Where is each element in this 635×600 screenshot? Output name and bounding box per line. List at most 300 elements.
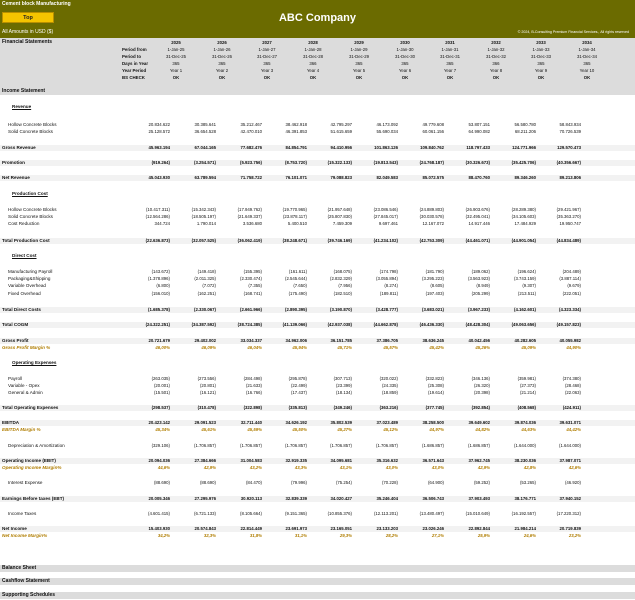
row-value: 46.391.853 [285,129,307,134]
row-value: 23,2% [568,533,581,538]
statement-row [0,345,635,351]
row-value: (27.845.017) [373,214,398,219]
statement-row [0,175,635,181]
row-value: 45,34% [155,427,170,432]
header-cell: OK [401,75,409,80]
row-value: 1.790.014 [196,221,216,226]
statement-row [0,390,635,396]
row-value: (149.418) [197,269,216,274]
row-value: (2.330.067) [194,307,216,312]
top-button[interactable]: Top [2,12,54,23]
row-value: (8.753.720) [285,160,307,165]
statement-row [0,511,635,517]
row-value: (284.498) [243,376,262,381]
row-value: 29.091.523 [194,420,216,425]
row-value: (5.923.756) [240,160,262,165]
row-value: (9.679) [567,283,581,288]
statement-row [0,276,635,282]
row-value: 60.061.156 [422,129,444,134]
row-value: (1.706.857) [194,443,216,448]
header-cell: Year 8 [489,68,503,73]
row-label: Gross Profit [2,338,29,343]
row-value: 36.151.785 [330,338,352,343]
statement-row [0,322,635,328]
statement-row [0,145,635,151]
row-value: (70.228) [381,480,398,485]
row-value: 23.133.203 [376,526,398,531]
row-value: 88.470.760 [468,175,490,180]
row-value: (273.556) [197,376,216,381]
row-value: (1.706.857) [330,443,352,448]
row-value: (3.428.777) [376,307,398,312]
row-value: 46,00% [155,345,170,350]
row-value: (1.706.857) [285,443,307,448]
row-value: 20.094.036 [148,458,170,463]
row-label: Total Production Cost [2,238,50,243]
row-value: (359.981) [517,376,536,381]
row-value: 45,42% [429,345,444,350]
row-value: (1.706.857) [240,443,262,448]
row-value: (10.855.376) [327,511,352,516]
row-value: 39.874.036 [514,420,536,425]
row-value: (1.378.896) [148,276,170,281]
row-value: (155.395) [243,269,262,274]
row-value: 53.807.151 [468,122,490,127]
row-value: 27.295.976 [194,496,216,501]
row-value: 35.246.404 [376,496,398,501]
row-label: Variable Overhead [8,283,46,288]
row-value: (35.425.706) [511,160,536,165]
row-value: (18.134) [335,390,352,395]
row-label: Total Direct Costs [2,307,41,312]
section-income-statement[interactable]: Income Statement [0,88,635,95]
row-value: (182.510) [333,291,352,296]
row-value: (79.996) [290,480,307,485]
row-value: (24.335) [381,383,398,388]
header-cell: Year 3 [260,68,274,73]
row-value: 5.400.510 [287,221,307,226]
row-value: 94.410.956 [330,145,352,150]
header-cell: 31-Dec-28 [302,54,324,59]
row-value: (320.022) [379,376,398,381]
section-balance-sheet[interactable]: Balance Sheet [0,565,635,572]
row-value: (2.832.329) [330,276,352,281]
row-value: 45,71% [337,345,352,350]
row-label: Production Cost [12,191,48,196]
row-label: Solid Concrete Blocks [8,129,53,134]
row-value: (168.075) [333,269,352,274]
row-value: (3.887.114) [559,276,581,281]
currency-label: All Amounts in USD ($) [2,29,54,35]
row-value: (143.672) [151,269,170,274]
row-value: (42.937.038) [327,322,352,327]
header-cell: OK [537,75,545,80]
row-value: 42,9% [203,465,216,470]
year-label: 2026 [217,40,227,45]
row-value: (35.363.270) [556,214,581,219]
row-value: (42.753.309) [419,238,444,243]
header-cell: 1-Jan-32 [487,47,505,52]
row-label: Operating Income (EBIT) [2,458,56,463]
row-value: 40.282.605 [514,338,536,343]
statement-header [0,38,635,88]
row-value: (222.051) [562,291,581,296]
row-value: 38.636.245 [422,338,444,343]
header-cell: 1-Jan-34 [578,47,596,52]
year-row [0,40,635,46]
row-value: 45,27% [337,427,352,432]
header-cell: OK [583,75,591,80]
row-value: 29.402.002 [194,338,216,343]
header-row-label: Days in Year [122,61,149,66]
header-cell: Year 1 [169,68,183,73]
row-value: (49.157.823) [556,322,581,327]
row-value: (20.398) [473,390,490,395]
row-value: (39.746.169) [327,238,352,243]
row-value: (175.490) [288,291,307,296]
row-value: (44.662.878) [373,322,398,327]
row-value: 49.779.608 [422,122,444,127]
row-value: (15.322.133) [327,160,352,165]
statement-row [0,338,635,344]
row-value: 39.631.071 [559,420,581,425]
row-value: (377.745) [425,405,444,410]
row-value: (34.387.592) [191,322,216,327]
row-value: 44,82% [475,427,490,432]
header-row [0,54,635,60]
section-supporting-schedules[interactable]: Supporting Schedules [0,592,635,599]
year-label: 2025 [171,40,181,45]
row-value: 43,2% [249,465,262,470]
row-value: 37.903.493 [468,496,490,501]
row-value: (15.501) [153,390,170,395]
row-value: (44.901.054) [511,238,536,243]
row-value: 37.962.745 [468,458,490,463]
header-cell: OK [355,75,363,80]
header-cell: 1-Jan-26 [213,47,231,52]
row-value: (2.545.644) [285,276,307,281]
row-value: 35.212.467 [240,122,262,127]
header-cell: 31-Dec-27 [256,54,278,59]
row-label: Payroll [8,376,23,381]
row-value: (64.900) [427,480,444,485]
row-value: (310.478) [197,405,216,410]
row-value: 32.839.339 [285,496,307,501]
header-row-label: BS CHECK [122,75,145,80]
row-value: 38.462.918 [285,122,307,127]
row-value: 34.095.681 [330,458,352,463]
header-cell: 31-Dec-30 [394,54,416,59]
row-value: (30.030.578) [419,214,444,219]
year-label: 2030 [400,40,410,45]
row-value: (17.437) [290,390,307,395]
header-cell: Year 2 [215,68,229,73]
row-value: 37.987.071 [559,458,581,463]
row-value: (21.214) [519,390,536,395]
row-value: 70.726.539 [559,129,581,134]
row-value: 55.690.034 [376,129,398,134]
header-cell: OK [446,75,454,80]
row-label: Net Revenue [2,175,30,180]
row-value: 29,3% [339,533,352,538]
row-value: (28.289.380) [511,207,536,212]
row-value: (40.356.667) [556,160,581,165]
statement-row [0,360,635,366]
row-value: 32.919.335 [285,458,307,463]
row-value: 58.843.934 [559,122,581,127]
row-value: 51.615.659 [330,129,352,134]
header-cell: 1-Jan-28 [304,47,322,52]
row-value: (189.811) [379,291,398,296]
row-value: 14.917.446 [468,221,490,226]
row-value: 24,6% [523,533,536,538]
row-label: Packaging&Shipping [8,276,51,281]
row-value: (346.136) [471,376,490,381]
statement-row [0,480,635,486]
statement-row [0,307,635,313]
row-value: 38.258.500 [422,420,444,425]
row-label: Net Income Margin% [2,533,48,538]
header-cell: 365 [172,61,180,66]
row-value: 44,42% [566,427,581,432]
row-value: (32.495.041) [465,214,490,219]
row-value: (161.611) [288,269,307,274]
row-label: Solid Concrete Blocks [8,214,53,219]
row-value: 45,57% [383,345,398,350]
row-value: 44,90% [566,345,581,350]
header-cell: OK [218,75,226,80]
row-label: Direct Cost [12,253,37,258]
row-value: (1.644.000) [514,443,536,448]
row-value: (24.889.803) [419,207,444,212]
row-value: (4.162.601) [514,307,536,312]
row-label: Total Operating Expenses [2,405,59,410]
row-value: (156.010) [151,291,170,296]
row-value: (162.251) [197,291,216,296]
header-cell: 31-Dec-32 [485,54,507,59]
row-value: (19.770.965) [282,207,307,212]
row-value: (15.010.649) [465,511,490,516]
row-value: 71.758.722 [240,175,262,180]
row-value: 77.682.476 [240,145,262,150]
row-value: 22.892.844 [468,526,490,531]
row-value: (322.898) [243,405,262,410]
row-value: 45,94% [292,345,307,350]
row-value: (263.035) [151,376,170,381]
row-label: Hollow Concrete Blocks [8,207,57,212]
statement-row [0,533,635,539]
row-value: (44.834.489) [556,238,581,243]
row-value: 27.384.666 [194,458,216,463]
row-value: 45,26% [475,345,490,350]
row-value: (23.878.117) [282,214,307,219]
row-value: 63.789.594 [194,175,216,180]
row-value: (9.307) [522,283,536,288]
row-value: 30.920.113 [240,496,262,501]
statement-row [0,526,635,532]
header-row-label: Period from [122,47,147,52]
row-label: General & Admin [8,390,43,395]
row-value: (36.062.419) [237,238,262,243]
statement-row [0,122,635,128]
row-label: EBITDA [2,420,20,425]
row-value: 33.034.337 [240,338,262,343]
row-value: (1.686.857) [468,443,490,448]
row-value: (329.106) [151,443,170,448]
row-value: (22.636.873) [145,238,170,243]
row-value: (1.706.857) [376,443,398,448]
row-value: (32.057.525) [191,238,216,243]
row-value: 44,97% [429,427,444,432]
row-value: (13.480.497) [419,511,444,516]
row-value: 64.990.082 [468,129,490,134]
row-value: 27,1% [431,533,444,538]
statement-row [0,214,635,220]
row-label: Gross Profit Margin % [2,345,51,350]
row-value: 43,0% [431,465,444,470]
row-value: 45.043.930 [148,175,170,180]
row-value: (38.724.385) [237,322,262,327]
row-value: 84.854.791 [285,145,307,150]
row-value: 43,3% [294,465,307,470]
row-value: 30.385.641 [194,122,216,127]
statement-row [0,104,635,110]
row-value: 45,09% [521,345,536,350]
row-value: 19.950.747 [559,221,581,226]
row-value: 32,3% [203,533,216,538]
row-value: (197.403) [425,291,444,296]
row-label: Promotion [2,160,25,165]
row-value: (16.766) [245,390,262,395]
header-cell: 1-Jan-30 [396,47,414,52]
row-value: (24.322.251) [145,322,170,327]
row-value: (1.685.378) [148,307,170,312]
row-value: (6.800) [156,283,170,288]
row-label: Cost Reduction [8,221,40,226]
row-value: 67.044.165 [194,145,216,150]
row-value: 37.386.705 [376,338,398,343]
header-cell: 365 [218,61,226,66]
row-value: (3.254.571) [194,160,216,165]
statement-row [0,291,635,297]
statement-row [0,405,635,411]
row-value: (3.967.233) [468,307,490,312]
row-value: (10.417.311) [145,207,170,212]
row-label: Manufacturing Payroll [8,269,53,274]
row-value: 38.176.771 [514,496,536,501]
row-label: Operating Income Margin% [2,465,62,470]
row-value: (28.468) [564,383,581,388]
row-value: 34.020.427 [330,496,352,501]
row-value: 35.802.539 [330,420,352,425]
row-value: (168.741) [243,291,262,296]
statement-row [0,253,635,259]
row-value: 20.574.843 [194,526,216,531]
header-cell: 1-Jan-27 [258,47,276,52]
row-value: (17.220.312) [556,511,581,516]
header-cell: 366 [492,61,500,66]
row-value: (30.326.673) [465,160,490,165]
statement-row [0,160,635,166]
row-value: (213.511) [517,291,536,296]
statement-row [0,238,635,244]
row-value: (3.295.223) [422,276,444,281]
row-value: (19.813.543) [373,160,398,165]
header-cell: Year 5 [352,68,366,73]
statement-row [0,383,635,389]
row-value: 42.795.297 [330,122,352,127]
row-value: (18.505.197) [191,214,216,219]
row-value: (181.790) [425,269,444,274]
row-value: 43,0% [385,465,398,470]
row-value: 36.571.643 [422,458,444,463]
row-value: (26.903.676) [465,207,490,212]
row-value: 9.697.461 [378,221,398,226]
row-value: 20.423.142 [148,420,170,425]
row-value: (38.248.671) [282,238,307,243]
header-cell: OK [172,75,180,80]
statement-row [0,376,635,382]
header-cell: 365 [537,61,545,66]
row-value: (26.320) [473,383,490,388]
row-value: 46.173.092 [376,122,398,127]
row-value: 25,9% [477,533,490,538]
row-value: 21.984.214 [514,526,536,531]
header-row [0,47,635,53]
row-value: 46,04% [247,345,262,350]
row-value: 23.026.246 [422,526,444,531]
row-label: Net Income [2,526,27,531]
row-value: 37.023.489 [376,420,398,425]
row-value: (59.252) [473,480,490,485]
row-value: (22.063) [564,390,581,395]
statement-row [0,283,635,289]
header-cell: 365 [263,61,271,66]
row-value: (88.690) [199,480,216,485]
row-value: 31,1% [294,533,307,538]
row-value: 37.940.152 [559,496,581,501]
row-value: (18.859) [381,390,398,395]
row-value: 76.101.071 [285,175,307,180]
row-value: (174.798) [379,269,398,274]
row-value: 45,61% [201,427,216,432]
header-cell: 31-Dec-26 [211,54,233,59]
row-value: (374.380) [562,376,581,381]
row-value: 79.088.823 [330,175,352,180]
row-value: (196.624) [517,269,536,274]
row-value: 31.004.583 [240,458,262,463]
app-title: Cement block Manufacturing [2,1,71,7]
row-value: 56.580.780 [514,122,536,127]
year-label: 2032 [491,40,501,45]
row-value: 34.626.192 [285,420,307,425]
row-value: (41.234.102) [373,238,398,243]
header-cell: Year 10 [579,68,595,73]
statement-row [0,427,635,433]
row-value: 44,6% [157,465,170,470]
row-value: (8.274) [384,283,398,288]
row-value: (44.461.071) [465,238,490,243]
row-value: (332.823) [425,376,444,381]
statement-row [0,496,635,502]
year-label: 2031 [445,40,455,45]
row-value: (1.644.000) [559,443,581,448]
section-cashflow-statement[interactable]: Cashflow Statement [0,578,635,585]
row-value: (3.563.923) [468,276,490,281]
row-value: (16.121) [199,390,216,395]
row-value: (8.605) [430,283,444,288]
header-row-label: Year Period [122,68,147,73]
